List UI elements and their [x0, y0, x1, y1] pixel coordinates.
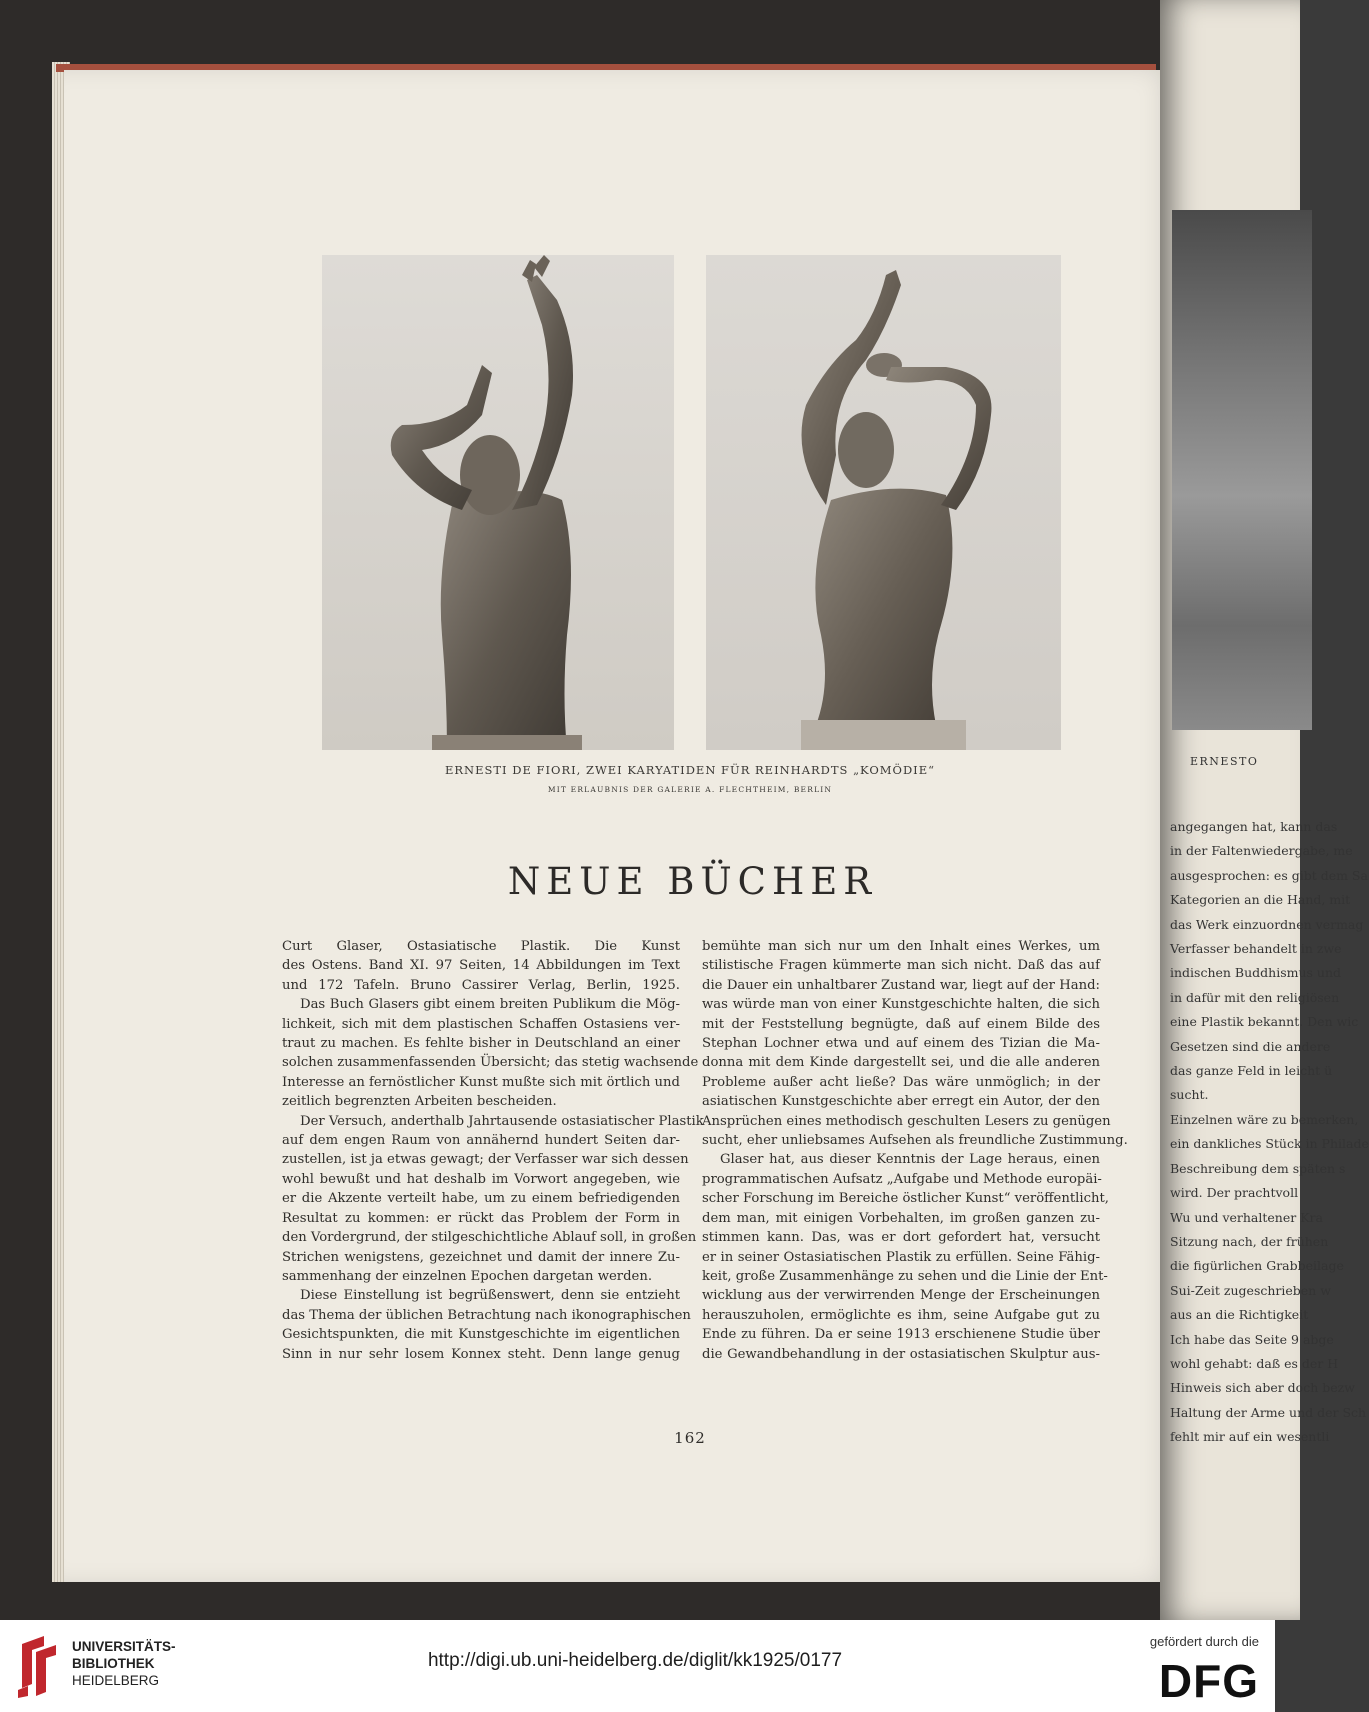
text-line: den Vordergrund, der stilgeschichtliche Ablauf soll, in großen — [282, 1230, 697, 1246]
funded-by-text: gefördert durch die — [1149, 1634, 1259, 1649]
text-column-right — [702, 937, 1128, 1364]
text-line: Resultat zu kommen: er rückt das Problem der Form in — [282, 1210, 680, 1226]
facing-page-line: Sui-Zeit zugeschrieben w — [1170, 1282, 1331, 1298]
text-line: lichkeit, sich mit dem plastischen Schaffen Ostasiens ver- — [282, 1016, 680, 1032]
facing-page-caption: ERNESTO — [1190, 755, 1259, 768]
text-line: Gesichtspunkten, die mit Kunstgeschichte im eigentlichen — [282, 1327, 680, 1343]
text-line: die Dauer ein unhaltbarer Zustand war, liegt auf der Hand: — [702, 977, 1100, 993]
facing-page-line: das Werk einzuordnen vermag — [1170, 916, 1364, 932]
text-line: donna mit dem Kinde dargestellt sei, und die alle anderen — [702, 1055, 1100, 1071]
library-name-line1: UNIVERSITÄTS- — [72, 1639, 176, 1654]
section-heading: NEUE BÜCHER — [507, 860, 878, 903]
text-line: was würde man von einer Kunstgeschichte halten, die sich — [702, 997, 1100, 1013]
text-line: Curt Glaser, Ostasiatische Plastik. Die Kunst — [282, 939, 680, 954]
sculpture-photo-female — [706, 255, 1061, 750]
facing-page-line: sucht. — [1170, 1087, 1209, 1103]
facing-page-line: in dafür mit den religiösen — [1170, 989, 1340, 1005]
facing-page — [1160, 0, 1369, 1620]
facing-page-line: Ich habe das Seite 9 abge — [1170, 1331, 1334, 1347]
text-line: Ansprüchen eines methodisch geschulten Lesers zu genügen — [702, 1113, 1111, 1129]
figure-credit: MIT ERLAUBNIS DER GALERIE A. FLECHTHEIM, BERLIN — [547, 785, 833, 794]
text-line: herauszuholen, ermöglichte es ihm, seine Aufgabe gut zu — [702, 1307, 1100, 1323]
text-line: zeitlich begrenzten Arbeiten bescheiden. — [282, 1094, 557, 1110]
facing-page-line: Einzelnen wäre zu bemerken, — [1170, 1111, 1359, 1127]
facing-page-line: Beschreibung dem späten s — [1170, 1160, 1346, 1176]
text-line: stimmen kann. Das, was er dort gefordert hat, versucht — [702, 1230, 1100, 1246]
facing-page-line: eine Plastik bekannt. Den wic — [1170, 1014, 1359, 1030]
text-line: und 172 Tafeln. Bruno Cassirer Verlag, Berlin, 1925. — [282, 977, 680, 993]
page-number: 162 — [674, 1429, 706, 1447]
facing-page-line: Wu und verhaltener Kra — [1170, 1209, 1323, 1225]
text-line: traut zu machen. Es fehlte bisher in Deutschland an einer — [282, 1036, 680, 1052]
permalink-url[interactable]: http://digi.ub.uni-heidelberg.de/diglit/kk1925/0177 — [427, 1650, 843, 1671]
text-line: Stephan Lochner etwa und auf einem des Tizian die Ma- — [702, 1036, 1100, 1052]
text-line: er die Akzente verteilt habe, um zu einem befriedigenden — [282, 1191, 680, 1207]
library-name[interactable] — [72, 1638, 176, 1689]
figure-caption: ERNESTI DE FIORI, ZWEI KARYATIDEN FÜR REINHARDTS „KOMÖDIE“ — [444, 763, 936, 777]
facing-page-line: indischen Buddhismus und — [1170, 965, 1342, 981]
facing-page-line: das ganze Feld in leicht ü — [1170, 1063, 1333, 1079]
text-line: keit, große Zusammenhänge zu sehen und die Linie der Ent- — [702, 1268, 1108, 1284]
text-line: Ende zu führen. Da er seine 1913 erschienene Studie über — [702, 1327, 1100, 1343]
facing-page-line: Gesetzen sind die andere — [1170, 1038, 1331, 1054]
sculpture-photo-male — [322, 255, 674, 750]
facing-page-line: wohl gehabt: daß es der H — [1170, 1355, 1339, 1371]
facing-page-photo — [1172, 210, 1312, 730]
text-line: das Thema der üblichen Betrachtung nach ikonographischen — [282, 1307, 691, 1323]
text-line: bemühte man sich nur um den Inhalt eines Werkes, um — [702, 939, 1100, 954]
text-column-left — [282, 937, 704, 1364]
text-line: solchen zusammenfassenden Übersicht; das stetig wachsende — [282, 1055, 699, 1071]
text-line: sucht, eher unliebsames Aufsehen als freundliche Zustimmung. — [702, 1133, 1128, 1149]
text-line: dem man, mit einigen Vorbehalten, im großen ganzen zu- — [702, 1210, 1100, 1226]
facing-page-line: Haltung der Arme und der Sch — [1170, 1404, 1367, 1420]
text-line: Diese Einstellung ist begrüßenswert, denn sie entzieht — [300, 1288, 680, 1304]
viewer-footer — [0, 1620, 1275, 1712]
text-line: Probleme außer acht ließe? Das wäre unmöglich; in der — [702, 1074, 1100, 1090]
facing-page-line: ausgesprochen: es gibt dem Sa — [1170, 867, 1368, 883]
facing-page-line: die figürlichen Grabbeilage — [1170, 1258, 1344, 1274]
facing-page-line: Verfasser behandelt in zwe — [1170, 941, 1342, 957]
text-line: wicklung aus der verwirrenden Menge der Erscheinungen — [702, 1288, 1100, 1304]
text-line: zustellen, ist ja etwas gewagt; der Verfasser war sich dessen — [282, 1152, 689, 1168]
facing-page-text — [1170, 815, 1369, 1450]
library-name-line2: BIBLIOTHEK — [72, 1656, 155, 1671]
facing-page-line: Kategorien an die Hand, mit — [1170, 892, 1351, 908]
text-line: Das Buch Glasers gibt einem breiten Publikum die Mög- — [300, 997, 680, 1013]
text-line: Glaser hat, aus dieser Kenntnis der Lage heraus, einen — [720, 1152, 1100, 1168]
text-line: programmatischen Aufsatz „Aufgabe und Methode europäi- — [702, 1171, 1102, 1187]
text-line: auf dem engen Raum von annähernd hundert Seiten dar- — [282, 1133, 680, 1149]
text-line: er in seiner Ostasiatischen Plastik zu erfüllen. Seine Fähig- — [702, 1249, 1100, 1265]
text-line: wohl bewußt und hat deshalb im Vorwort angegeben, wie — [282, 1171, 680, 1187]
text-line: scher Forschung im Bereiche östlicher Kunst“ veröffentlicht, — [702, 1191, 1109, 1207]
facing-page-line: fehlt mir auf ein wesentli — [1170, 1429, 1330, 1445]
facing-page-line: aus an die Richtigkeit — [1170, 1307, 1309, 1323]
dfg-logo[interactable]: DFG — [1158, 1655, 1259, 1707]
text-line: mit der Feststellung begnügte, daß auf einem Bilde des — [702, 1016, 1100, 1032]
text-line: Interesse an fernöstlicher Kunst mußte sich mit örtlich und — [282, 1074, 680, 1090]
facing-page-line: wird. Der prachtvoll — [1170, 1185, 1299, 1201]
library-name-line3: HEIDELBERG — [72, 1673, 160, 1688]
text-line: stilistische Fragen kümmerte man sich nicht. Daß das auf — [702, 958, 1100, 974]
sculpture-female-image — [706, 255, 1061, 750]
facing-page-line: Hinweis sich aber doch bezw — [1170, 1380, 1355, 1396]
facing-page-line: Sitzung nach, der frühen — [1170, 1233, 1329, 1249]
text-line: Der Versuch, anderthalb Jahrtausende ostasiatischer Plastik — [300, 1113, 704, 1129]
text-line: die Gewandbehandlung in der ostasiatischen Skulptur aus- — [702, 1346, 1100, 1362]
text-line: Sinn in nur sehr losem Konnex steht. Denn lange genug — [282, 1346, 680, 1362]
sculpture-male-image — [322, 255, 674, 750]
text-line: des Ostens. Band XI. 97 Seiten, 14 Abbildungen im Text — [282, 958, 680, 974]
university-library-logo-icon — [14, 1634, 64, 1698]
facing-page-line: ein dankliches Stück in Philade — [1170, 1136, 1369, 1152]
facing-page-line: in der Faltenwiedergabe, me — [1170, 843, 1353, 859]
text-line: Strichen wenigstens, gezeichnet und damit der innere Zu- — [282, 1249, 680, 1265]
text-line: asiatischen Kunstgeschichte aber erregt ein Autor, der den — [702, 1094, 1100, 1110]
facing-page-line: angegangen hat, kann das — [1170, 819, 1338, 834]
text-line: sammenhang der einzelnen Epochen dargetan werden. — [282, 1268, 653, 1284]
